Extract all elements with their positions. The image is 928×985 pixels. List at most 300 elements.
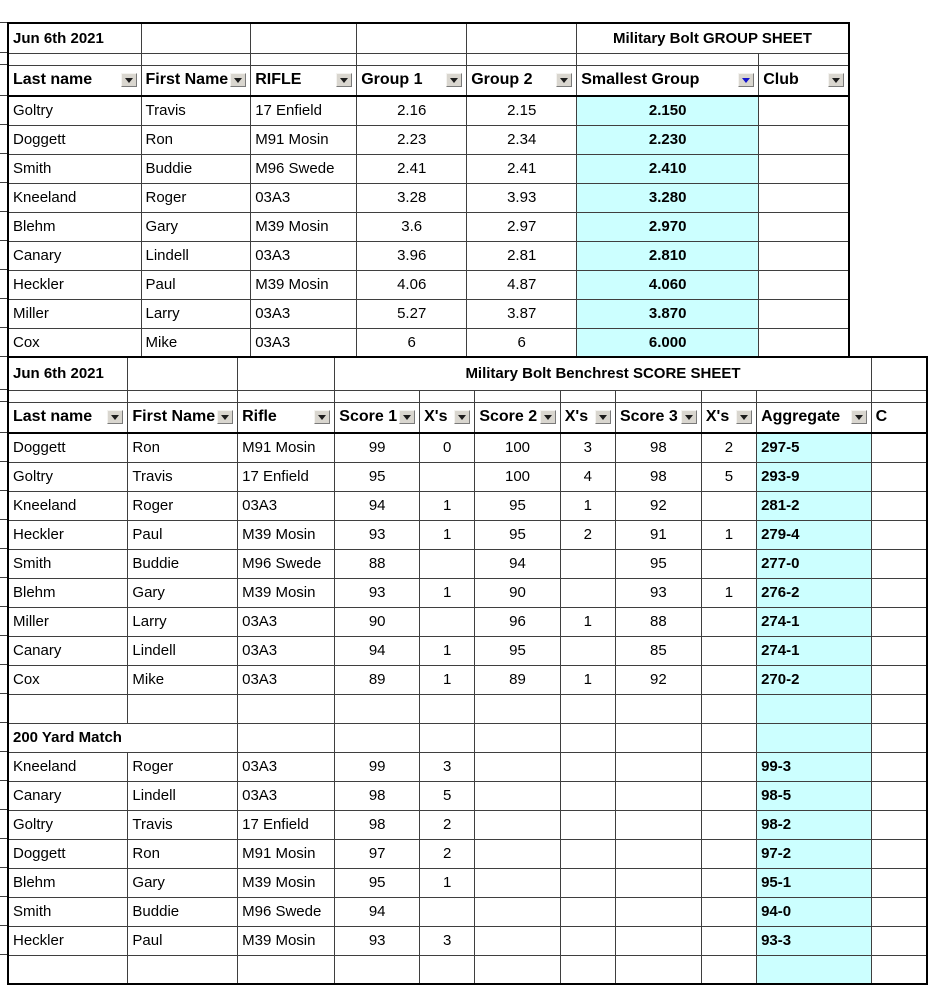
cell[interactable]: 277-0 (757, 549, 872, 578)
cell[interactable]: 3.96 (357, 241, 467, 270)
cell[interactable] (759, 96, 849, 125)
cell[interactable]: 1 (701, 520, 756, 549)
cell[interactable] (759, 154, 849, 183)
cell[interactable] (759, 212, 849, 241)
cell[interactable]: 03A3 (238, 607, 335, 636)
cell[interactable] (560, 752, 615, 781)
cell[interactable] (560, 549, 615, 578)
column-header-rifle[interactable] (238, 402, 335, 433)
cell[interactable] (577, 53, 759, 65)
cell[interactable] (560, 636, 615, 665)
column-header-group2[interactable] (467, 65, 577, 96)
cell[interactable]: 1 (560, 665, 615, 694)
cell[interactable]: Blehm (8, 868, 128, 897)
column-header-club-clipped[interactable] (871, 402, 927, 433)
cell[interactable]: 94 (335, 636, 420, 665)
cell[interactable]: 1 (560, 607, 615, 636)
cell[interactable]: 5.27 (357, 299, 467, 328)
cell[interactable]: 2 (560, 520, 615, 549)
cell[interactable]: 97-2 (757, 839, 872, 868)
column-header-score1[interactable] (335, 402, 420, 433)
cell[interactable]: Canary (8, 636, 128, 665)
cell[interactable]: Blehm (8, 212, 141, 241)
cell[interactable] (475, 897, 560, 926)
cell[interactable]: 95 (615, 549, 701, 578)
cell[interactable]: 99-3 (757, 752, 872, 781)
cell[interactable] (759, 270, 849, 299)
cell[interactable]: 03A3 (238, 636, 335, 665)
cell[interactable] (871, 723, 927, 752)
cell[interactable]: 2 (420, 810, 475, 839)
cell[interactable] (757, 723, 872, 752)
column-header-group1[interactable] (357, 65, 467, 96)
cell[interactable] (420, 607, 475, 636)
cell[interactable] (701, 926, 756, 955)
cell[interactable] (251, 23, 357, 53)
cell[interactable]: Heckler (8, 926, 128, 955)
cell[interactable] (8, 53, 141, 65)
cell[interactable]: 281-2 (757, 491, 872, 520)
cell[interactable]: 2.410 (577, 154, 759, 183)
cell[interactable]: 6 (467, 328, 577, 357)
filter-dropdown-icon[interactable] (851, 410, 867, 424)
cell[interactable] (238, 694, 335, 723)
cell[interactable] (128, 955, 238, 984)
cell[interactable]: Paul (128, 520, 238, 549)
cell[interactable] (615, 897, 701, 926)
cell[interactable]: 3.28 (357, 183, 467, 212)
cell[interactable]: M39 Mosin (238, 926, 335, 955)
cell[interactable]: 2.81 (467, 241, 577, 270)
cell[interactable] (701, 723, 756, 752)
cell[interactable]: 91 (615, 520, 701, 549)
cell[interactable] (757, 955, 872, 984)
cell[interactable] (420, 955, 475, 984)
cell[interactable]: 03A3 (251, 241, 357, 270)
cell[interactable]: M39 Mosin (251, 212, 357, 241)
filter-dropdown-icon[interactable] (595, 410, 611, 424)
cell[interactable] (475, 839, 560, 868)
cell[interactable]: 1 (420, 665, 475, 694)
cell[interactable]: Kneeland (8, 752, 128, 781)
cell[interactable]: 4.060 (577, 270, 759, 299)
cell[interactable]: 2.230 (577, 125, 759, 154)
cell[interactable] (238, 955, 335, 984)
cell[interactable] (335, 955, 420, 984)
cell[interactable] (871, 390, 927, 402)
cell[interactable]: 4 (560, 462, 615, 491)
filter-dropdown-icon[interactable] (230, 73, 246, 87)
cell[interactable]: Larry (128, 607, 238, 636)
cell[interactable] (871, 781, 927, 810)
cell[interactable]: Roger (128, 752, 238, 781)
cell[interactable] (128, 390, 238, 402)
cell[interactable]: 4.06 (357, 270, 467, 299)
cell[interactable]: 2.41 (467, 154, 577, 183)
cell[interactable]: 17 Enfield (238, 462, 335, 491)
cell[interactable]: Roger (128, 491, 238, 520)
cell[interactable]: 274-1 (757, 636, 872, 665)
cell[interactable]: Larry (141, 299, 251, 328)
cell[interactable]: Lindell (141, 241, 251, 270)
cell[interactable] (467, 23, 577, 53)
cell[interactable]: 270-2 (757, 665, 872, 694)
cell[interactable] (871, 926, 927, 955)
cell[interactable]: M39 Mosin (238, 520, 335, 549)
cell[interactable]: Travis (128, 810, 238, 839)
cell[interactable]: M91 Mosin (251, 125, 357, 154)
cell[interactable] (615, 868, 701, 897)
cell[interactable] (615, 781, 701, 810)
cell[interactable]: 0 (420, 433, 475, 462)
cell[interactable] (759, 328, 849, 357)
cell[interactable] (701, 955, 756, 984)
cell[interactable]: Blehm (8, 578, 128, 607)
cell[interactable]: 98 (615, 462, 701, 491)
cell[interactable] (871, 665, 927, 694)
cell[interactable] (615, 810, 701, 839)
cell[interactable]: 2.16 (357, 96, 467, 125)
cell[interactable]: Travis (141, 96, 251, 125)
cell[interactable] (238, 723, 335, 752)
cell[interactable]: 94 (475, 549, 560, 578)
cell[interactable] (757, 390, 872, 402)
cell[interactable]: 96 (475, 607, 560, 636)
cell[interactable]: 2 (701, 433, 756, 462)
cell[interactable]: 89 (475, 665, 560, 694)
cell[interactable]: 03A3 (238, 752, 335, 781)
cell[interactable] (357, 53, 467, 65)
cell[interactable]: Doggett (8, 125, 141, 154)
cell[interactable] (8, 390, 128, 402)
cell[interactable]: 2.150 (577, 96, 759, 125)
cell[interactable]: Canary (8, 241, 141, 270)
cell[interactable]: 88 (615, 607, 701, 636)
cell[interactable] (757, 694, 872, 723)
cell[interactable] (615, 926, 701, 955)
cell[interactable] (759, 183, 849, 212)
cell[interactable]: 03A3 (238, 491, 335, 520)
cell[interactable]: Travis (128, 462, 238, 491)
cell[interactable]: 98 (335, 781, 420, 810)
cell[interactable]: 274-1 (757, 607, 872, 636)
cell[interactable] (560, 810, 615, 839)
cell[interactable]: 1 (420, 520, 475, 549)
filter-dropdown-icon[interactable] (336, 73, 352, 87)
cell[interactable] (560, 723, 615, 752)
cell[interactable]: 1 (420, 636, 475, 665)
cell[interactable] (420, 694, 475, 723)
filter-dropdown-icon[interactable] (121, 73, 137, 87)
cell[interactable]: Ron (128, 839, 238, 868)
cell[interactable]: Cox (8, 328, 141, 357)
cell[interactable]: 95-1 (757, 868, 872, 897)
cell[interactable]: M39 Mosin (238, 578, 335, 607)
cell[interactable]: 293-9 (757, 462, 872, 491)
cell[interactable] (238, 390, 335, 402)
cell[interactable]: Smith (8, 154, 141, 183)
cell[interactable] (335, 390, 420, 402)
cell[interactable] (420, 462, 475, 491)
cell[interactable]: 2 (420, 839, 475, 868)
cell[interactable]: 97 (335, 839, 420, 868)
cell[interactable] (871, 607, 927, 636)
cell[interactable] (701, 607, 756, 636)
cell[interactable]: 1 (420, 868, 475, 897)
cell[interactable]: M91 Mosin (238, 433, 335, 462)
cell[interactable]: Mike (128, 665, 238, 694)
cell[interactable]: Buddie (128, 549, 238, 578)
column-header-last-name[interactable] (8, 402, 128, 433)
cell[interactable]: 98 (335, 810, 420, 839)
cell[interactable]: 90 (335, 607, 420, 636)
cell[interactable]: 93 (615, 578, 701, 607)
cell[interactable] (871, 491, 927, 520)
cell[interactable]: 2.970 (577, 212, 759, 241)
cell[interactable]: 297-5 (757, 433, 872, 462)
cell[interactable]: Lindell (128, 781, 238, 810)
cell[interactable]: 17 Enfield (238, 810, 335, 839)
cell[interactable] (701, 868, 756, 897)
cell[interactable]: M91 Mosin (238, 839, 335, 868)
cell[interactable]: 93 (335, 578, 420, 607)
cell[interactable] (701, 839, 756, 868)
cell[interactable] (871, 694, 927, 723)
cell[interactable] (335, 694, 420, 723)
cell[interactable] (420, 897, 475, 926)
cell[interactable] (141, 53, 251, 65)
cell[interactable] (475, 810, 560, 839)
cell[interactable] (701, 781, 756, 810)
cell[interactable]: M96 Swede (238, 897, 335, 926)
cell[interactable] (560, 694, 615, 723)
filter-dropdown-icon[interactable] (736, 410, 752, 424)
cell[interactable]: Gary (141, 212, 251, 241)
cell[interactable]: Miller (8, 299, 141, 328)
cell[interactable]: Heckler (8, 520, 128, 549)
cell[interactable]: 2.41 (357, 154, 467, 183)
cell[interactable] (560, 897, 615, 926)
cell[interactable] (560, 578, 615, 607)
cell[interactable]: 03A3 (251, 328, 357, 357)
cell[interactable]: 2.810 (577, 241, 759, 270)
cell[interactable] (701, 897, 756, 926)
filter-dropdown-icon[interactable] (107, 410, 123, 424)
cell[interactable]: 276-2 (757, 578, 872, 607)
cell[interactable] (8, 955, 128, 984)
cell[interactable]: 6.000 (577, 328, 759, 357)
cell[interactable]: 1 (560, 491, 615, 520)
cell[interactable] (871, 636, 927, 665)
cell[interactable] (871, 752, 927, 781)
cell[interactable] (141, 23, 251, 53)
cell[interactable] (871, 810, 927, 839)
cell[interactable] (128, 357, 238, 390)
cell[interactable] (8, 694, 128, 723)
cell[interactable]: 98 (615, 433, 701, 462)
filter-dropdown-icon[interactable] (314, 410, 330, 424)
cell[interactable] (701, 636, 756, 665)
cell[interactable]: 3 (420, 752, 475, 781)
column-header-score2[interactable] (475, 402, 560, 433)
filter-dropdown-icon[interactable] (828, 73, 844, 87)
cell[interactable]: Roger (141, 183, 251, 212)
cell[interactable]: 94 (335, 491, 420, 520)
date-cell[interactable]: Jun 6th 2021 (8, 23, 141, 53)
cell[interactable]: 100 (475, 433, 560, 462)
cell[interactable]: 3.6 (357, 212, 467, 241)
cell[interactable] (475, 781, 560, 810)
cell[interactable]: Buddie (128, 897, 238, 926)
cell[interactable] (615, 390, 701, 402)
column-header-first-name[interactable] (141, 65, 251, 96)
cell[interactable]: Mike (141, 328, 251, 357)
cell[interactable]: Goltry (8, 810, 128, 839)
cell[interactable]: 89 (335, 665, 420, 694)
cell[interactable] (871, 433, 927, 462)
cell[interactable] (560, 390, 615, 402)
date-cell[interactable]: Jun 6th 2021 (8, 357, 128, 390)
cell[interactable] (871, 897, 927, 926)
cell[interactable]: M96 Swede (238, 549, 335, 578)
cell[interactable]: 85 (615, 636, 701, 665)
cell[interactable] (759, 299, 849, 328)
cell[interactable]: 3.870 (577, 299, 759, 328)
cell[interactable]: Gary (128, 578, 238, 607)
group-sheet-title[interactable]: Military Bolt GROUP SHEET (577, 23, 849, 53)
cell[interactable]: 1 (420, 578, 475, 607)
cell[interactable] (560, 781, 615, 810)
cell[interactable]: Smith (8, 897, 128, 926)
cell[interactable]: 03A3 (251, 299, 357, 328)
cell[interactable] (615, 955, 701, 984)
column-header-first-name[interactable] (128, 402, 238, 433)
score-sheet-title[interactable]: Military Bolt Benchrest SCORE SHEET (335, 357, 871, 390)
cell[interactable] (759, 53, 849, 65)
cell[interactable] (871, 955, 927, 984)
cell[interactable]: 03A3 (238, 781, 335, 810)
filter-dropdown-icon[interactable] (556, 73, 572, 87)
cell[interactable]: 1 (701, 578, 756, 607)
cell[interactable]: Kneeland (8, 183, 141, 212)
cell[interactable]: 99 (335, 433, 420, 462)
filter-dropdown-icon[interactable] (454, 410, 470, 424)
cell[interactable]: 88 (335, 549, 420, 578)
cell[interactable] (467, 53, 577, 65)
cell[interactable]: 95 (335, 462, 420, 491)
filter-dropdown-icon[interactable] (681, 410, 697, 424)
cell[interactable]: Cox (8, 665, 128, 694)
cell[interactable]: 2.34 (467, 125, 577, 154)
section-label[interactable]: 200 Yard Match (8, 723, 238, 752)
cell[interactable]: 3.280 (577, 183, 759, 212)
cell[interactable] (238, 357, 335, 390)
cell[interactable] (759, 125, 849, 154)
cell[interactable] (871, 549, 927, 578)
cell[interactable] (475, 955, 560, 984)
cell[interactable]: 92 (615, 491, 701, 520)
column-header-xs1[interactable] (420, 402, 475, 433)
filter-dropdown-icon[interactable] (217, 410, 233, 424)
cell[interactable] (871, 462, 927, 491)
cell[interactable]: Paul (141, 270, 251, 299)
cell[interactable] (128, 694, 238, 723)
filter-dropdown-icon[interactable] (399, 410, 415, 424)
cell[interactable]: Doggett (8, 433, 128, 462)
cell[interactable]: 1 (420, 491, 475, 520)
cell[interactable]: 3.93 (467, 183, 577, 212)
cell[interactable] (475, 926, 560, 955)
cell[interactable] (560, 868, 615, 897)
cell[interactable] (871, 578, 927, 607)
cell[interactable]: Goltry (8, 462, 128, 491)
column-header-aggregate[interactable] (757, 402, 872, 433)
cell[interactable] (475, 752, 560, 781)
cell[interactable]: 2.15 (467, 96, 577, 125)
cell[interactable]: Goltry (8, 96, 141, 125)
cell[interactable]: M39 Mosin (238, 868, 335, 897)
column-header-last-name[interactable] (8, 65, 141, 96)
cell[interactable]: 93 (335, 926, 420, 955)
cell[interactable]: Heckler (8, 270, 141, 299)
cell[interactable]: 100 (475, 462, 560, 491)
cell[interactable] (871, 357, 927, 390)
cell[interactable]: 95 (475, 520, 560, 549)
cell[interactable] (701, 390, 756, 402)
cell[interactable]: Gary (128, 868, 238, 897)
cell[interactable]: Doggett (8, 839, 128, 868)
cell[interactable]: 2.97 (467, 212, 577, 241)
cell[interactable]: Canary (8, 781, 128, 810)
cell[interactable]: M96 Swede (251, 154, 357, 183)
cell[interactable]: 4.87 (467, 270, 577, 299)
cell[interactable] (420, 723, 475, 752)
cell[interactable]: 5 (701, 462, 756, 491)
cell[interactable]: 94-0 (757, 897, 872, 926)
cell[interactable]: Miller (8, 607, 128, 636)
cell[interactable]: 90 (475, 578, 560, 607)
cell[interactable]: 6 (357, 328, 467, 357)
cell[interactable] (701, 491, 756, 520)
cell[interactable]: 93 (335, 520, 420, 549)
cell[interactable]: Lindell (128, 636, 238, 665)
column-header-smallest-group[interactable] (577, 65, 759, 96)
column-header-score3[interactable] (615, 402, 701, 433)
filter-dropdown-icon[interactable] (446, 73, 462, 87)
cell[interactable]: Smith (8, 549, 128, 578)
cell[interactable] (701, 810, 756, 839)
cell[interactable] (701, 694, 756, 723)
cell[interactable] (475, 868, 560, 897)
cell[interactable] (615, 694, 701, 723)
cell[interactable] (560, 839, 615, 868)
cell[interactable]: 95 (475, 636, 560, 665)
cell[interactable]: 2.23 (357, 125, 467, 154)
cell[interactable]: Kneeland (8, 491, 128, 520)
cell[interactable] (871, 868, 927, 897)
cell[interactable] (475, 694, 560, 723)
cell[interactable]: 92 (615, 665, 701, 694)
column-header-xs3[interactable] (701, 402, 756, 433)
cell[interactable] (475, 723, 560, 752)
cell[interactable]: 94 (335, 897, 420, 926)
cell[interactable]: 279-4 (757, 520, 872, 549)
column-header-xs2[interactable] (560, 402, 615, 433)
cell[interactable]: 3.87 (467, 299, 577, 328)
cell[interactable] (701, 665, 756, 694)
cell[interactable] (701, 752, 756, 781)
cell[interactable] (615, 752, 701, 781)
